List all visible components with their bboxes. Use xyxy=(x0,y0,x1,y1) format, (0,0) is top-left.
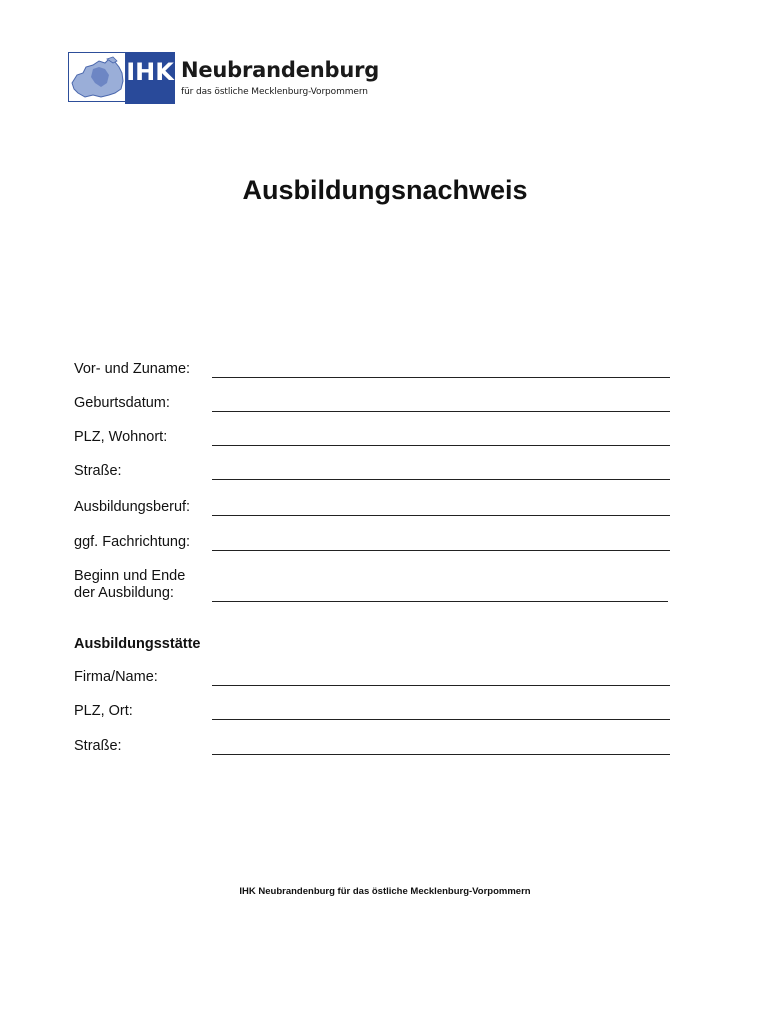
field-label: Straße: xyxy=(74,738,122,754)
field-company-street xyxy=(74,715,674,755)
field-training-period xyxy=(74,562,674,602)
logo-abbreviation: IHK xyxy=(126,58,174,86)
field-street xyxy=(74,440,674,480)
logo-name: Neubrandenburg xyxy=(181,58,380,82)
company-street-input-line[interactable] xyxy=(212,754,670,755)
ihk-logo-mark xyxy=(125,52,175,104)
section-heading-company: Ausbildungsstätte xyxy=(74,636,201,652)
field-occupation xyxy=(74,476,674,516)
field-label: Geburtsdatum: xyxy=(74,395,170,411)
specialization-input-line[interactable] xyxy=(212,550,670,551)
field-label: Firma/Name: xyxy=(74,669,158,685)
footer-text: IHK Neubrandenburg für das östliche Mecklenburg-Vorpommern xyxy=(239,886,531,897)
field-label: Straße: xyxy=(74,463,122,479)
field-label: Vor- und Zuname: xyxy=(74,361,191,377)
logo-subtitle: für das östliche Mecklenburg-Vorpommern xyxy=(181,87,368,97)
field-label: PLZ, Ort: xyxy=(74,703,133,719)
document-title: Ausbildungsnachweis xyxy=(242,175,528,205)
field-company-zip-city xyxy=(74,680,674,720)
ihk-logo xyxy=(68,52,379,104)
training-period-input-line[interactable] xyxy=(212,601,668,602)
logo-text xyxy=(181,52,379,104)
field-specialization xyxy=(74,511,674,551)
field-label: Beginn und Ende der Ausbildung: xyxy=(74,568,186,601)
field-label: ggf. Fachrichtung: xyxy=(74,534,191,550)
field-label: PLZ, Wohnort: xyxy=(74,429,168,445)
field-label: Ausbildungsberuf: xyxy=(74,499,191,515)
mecklenburg-map-icon xyxy=(68,52,126,102)
